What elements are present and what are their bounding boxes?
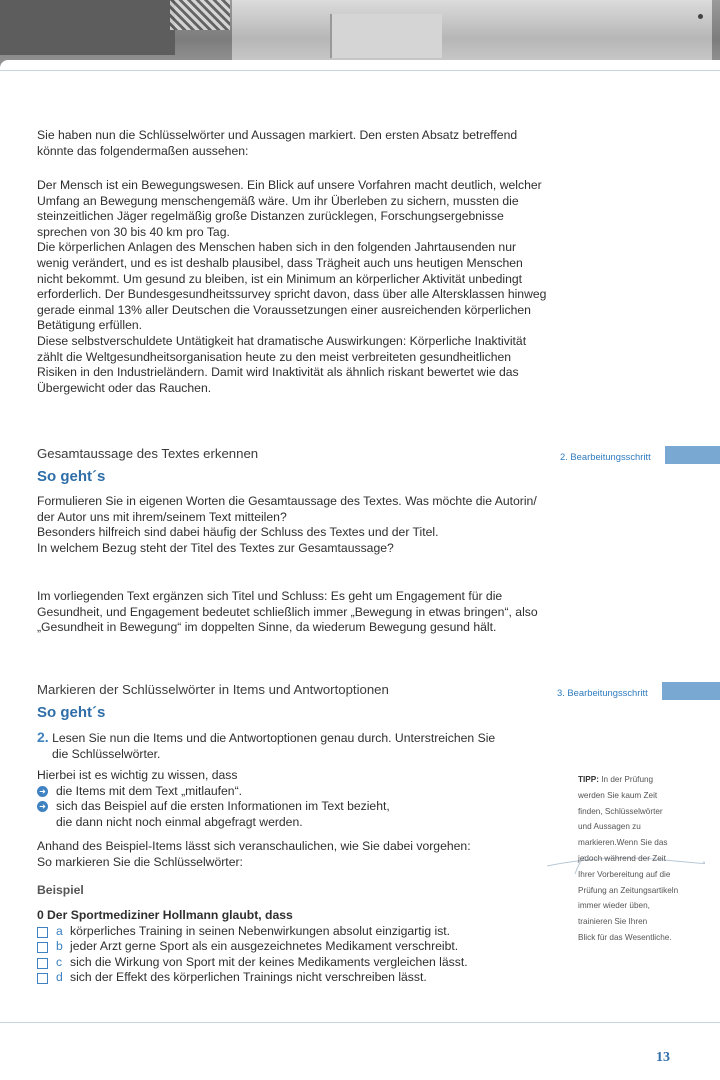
bullet-text: die dann nicht noch einmal abgefragt werden. bbox=[56, 814, 303, 829]
section2-answer bbox=[37, 589, 538, 636]
arrow-right-icon: ➜ bbox=[37, 801, 48, 812]
task-text: Lesen Sie nun die Items und die Antwortoptionen genau durch. Unterstreichen Sie bbox=[52, 731, 496, 745]
sample-line: wenig verändert, und es ist deshalb plausibel, dass Trägheit auch uns heutigen Menschen bbox=[37, 255, 523, 270]
task-text: die Schlüsselwörter. bbox=[52, 746, 161, 761]
intro-line: Sie haben nun die Schlüsselwörter und Aussagen markiert. Den ersten Absatz betreffend bbox=[37, 128, 518, 142]
option-checkbox[interactable] bbox=[37, 973, 48, 984]
answer-line: Gesundheit, und Engagement bedeutet schließlich immer „Bewegung in etwas bringen“, also bbox=[37, 604, 538, 619]
answer-line: „Gesundheit in Bewegung“ im doppelten Sinne, da wiederum Bewegung gesund hält. bbox=[37, 620, 497, 635]
tip-text: immer wieder üben, bbox=[578, 901, 650, 911]
book-dark-shape bbox=[0, 0, 175, 55]
sample-line: gerade einmal 13% aller Deutschen die Voraussetzungen einer ausreichenden körperlichen bbox=[37, 302, 531, 317]
hint-intro: Hierbei ist es wichtig zu wissen, dass bbox=[37, 768, 238, 782]
tip-line bbox=[578, 772, 718, 788]
step2-bar bbox=[665, 446, 720, 464]
bullet-item bbox=[37, 784, 390, 800]
option-letter: d bbox=[56, 970, 63, 985]
option-text: körperliches Training in seinen Nebenwirkungen absolut einzigartig ist. bbox=[70, 923, 451, 938]
item-number: 0 bbox=[37, 908, 44, 922]
example-intro-line: Anhand des Beispiel-Items lässt sich veranschaulichen, wie Sie dabei vorgehen: bbox=[37, 839, 471, 853]
option-row[interactable] bbox=[37, 924, 497, 940]
answer-line: Im vorliegenden Text ergänzen sich Titel und Schluss: Es geht um Engagement für die bbox=[37, 589, 503, 603]
sample-line: sprechen von 30 bis 40 km pro Tag. bbox=[37, 224, 230, 239]
option-text: jeder Arzt gerne Sport als ein ausgezeichnetes Medikament verschreibt. bbox=[70, 939, 459, 954]
instruction-line: der Autor uns mit ihrem/seinem Text mitteilen? bbox=[37, 509, 287, 524]
item-stem-text: Der Sportmediziner Hollmann glaubt, dass bbox=[47, 908, 293, 922]
sample-line: nicht bekommt. Um gesund zu bleiben, ist ein Minimum an körperlicher Aktivität unbedingt bbox=[37, 271, 523, 286]
page-number: 13 bbox=[656, 1050, 670, 1065]
step3-bar bbox=[662, 682, 720, 700]
beispiel-label: Beispiel bbox=[37, 883, 84, 897]
tip-text: Blick für das Wesentliche. bbox=[578, 932, 672, 942]
sample-line: Übergewicht oder das Rauchen. bbox=[37, 380, 212, 395]
ornament-pattern bbox=[170, 0, 230, 30]
intro-line: könnte das folgendermaßen aussehen: bbox=[37, 143, 249, 158]
section3-task bbox=[37, 730, 495, 762]
option-letter: b bbox=[56, 939, 63, 954]
step2-label: 2. Bearbeitungsschritt bbox=[560, 451, 651, 462]
header-white-curve bbox=[0, 60, 720, 76]
tip-text: jedoch während der Zeit bbox=[578, 853, 666, 863]
tip-text: markieren.Wenn Sie das bbox=[578, 838, 668, 848]
tip-text: trainieren Sie Ihren bbox=[578, 917, 648, 927]
section3-so-gehts: So geht´s bbox=[37, 704, 106, 721]
tip-text: und Aussagen zu bbox=[578, 822, 641, 832]
sample-line: steinzeitlichen Jäger regelmäßig große Distanzen zurücklegen, Forschungsergebnisse bbox=[37, 209, 504, 224]
book-light-shape bbox=[232, 0, 712, 64]
sample-line: Risiken in den Industrieländern. Damit wird Inaktivität als ähnlich riskant bewertet wie das bbox=[37, 365, 519, 380]
tip-label: TIPP: bbox=[578, 775, 599, 784]
option-row[interactable] bbox=[37, 955, 497, 971]
example-item-stem bbox=[37, 908, 497, 924]
tip-text: Prüfung an Zeitungsartikeln bbox=[578, 885, 679, 895]
sample-line: erforderlich. Der Bundesgesundheitssurvey spricht davon, dass über alle Altersklassen hinweg bbox=[37, 287, 547, 302]
bullet-text: sich das Beispiel auf die ersten Informationen im Text bezieht, bbox=[56, 799, 390, 814]
option-letter: c bbox=[56, 954, 63, 969]
option-checkbox[interactable] bbox=[37, 942, 48, 953]
task-line bbox=[37, 730, 495, 747]
tip-text: Ihrer Vorbereitung auf die bbox=[578, 869, 671, 879]
example-intro-line: So markieren Sie die Schlüsselwörter: bbox=[37, 854, 243, 869]
instruction-line: Besonders hilfreich sind dabei häufig der Schluss des Textes und der Titel. bbox=[37, 525, 439, 540]
intro-paragraph bbox=[37, 128, 517, 159]
instruction-line: In welchem Bezug steht der Titel des Textes zur Gesamtaussage? bbox=[37, 540, 394, 555]
section2-instructions bbox=[37, 494, 537, 556]
section2-so-gehts: So geht´s bbox=[37, 468, 106, 485]
tip-text: werden Sie kaum Zeit bbox=[578, 790, 658, 800]
example-intro bbox=[37, 839, 471, 870]
bullet-item bbox=[37, 799, 390, 815]
option-letter: a bbox=[56, 923, 63, 938]
tip-text: finden, Schlüsselwörter bbox=[578, 806, 663, 816]
option-row[interactable] bbox=[37, 939, 497, 955]
section3-heading: Markieren der Schlüsselwörter in Items und Antwortoptionen bbox=[37, 682, 389, 697]
section2-heading: Gesamtaussage des Textes erkennen bbox=[37, 446, 259, 461]
dot-icon bbox=[698, 14, 703, 19]
sample-line: Die körperlichen Anlagen des Menschen haben sich in den folgenden Jahrtausenden nur bbox=[37, 240, 517, 255]
bullet-text: die Items mit dem Text „mitlaufen“. bbox=[56, 783, 243, 798]
header-divider bbox=[0, 70, 720, 71]
sample-line: Betätigung erfüllen. bbox=[37, 318, 143, 333]
sample-line: Diese selbstverschuldete Untätigkeit hat dramatische Auswirkungen: Körperliche Inaktivität bbox=[37, 333, 527, 348]
sample-text bbox=[37, 178, 546, 396]
option-row[interactable] bbox=[37, 970, 497, 986]
footer-divider bbox=[0, 1022, 720, 1023]
tip-text: In der Prüfung bbox=[601, 775, 654, 784]
arrow-right-icon: ➜ bbox=[37, 786, 48, 797]
option-checkbox[interactable] bbox=[37, 958, 48, 969]
step3-label: 3. Bearbeitungsschritt bbox=[557, 687, 648, 698]
sample-line: Umfang an Bewegung menschengemäß wäre. Um ihr Überleben zu sichern, mussten die bbox=[37, 193, 519, 208]
option-text: sich die Wirkung von Sport mit der keines Medikaments vergleichen lässt. bbox=[70, 954, 468, 969]
tip-box bbox=[578, 772, 718, 946]
sample-line: zählt die Weltgesundheitsorganisation heute zu den meist verbreiteten gesundheitlichen bbox=[37, 349, 512, 364]
instruction-line: Formulieren Sie in eigenen Worten die Gesamtaussage des Textes. Was möchte die Autorin/ bbox=[37, 494, 537, 508]
sample-line: Der Mensch ist ein Bewegungswesen. Ein Blick auf unsere Vorfahren macht deutlich, welcher bbox=[37, 178, 542, 192]
option-checkbox[interactable] bbox=[37, 927, 48, 938]
section3-hints bbox=[37, 768, 390, 830]
example-item bbox=[37, 908, 497, 986]
option-text: sich der Effekt des körperlichen Trainings nicht verschreiben lässt. bbox=[70, 970, 427, 985]
task-number: 2. bbox=[37, 729, 49, 745]
book-spine bbox=[330, 14, 442, 58]
